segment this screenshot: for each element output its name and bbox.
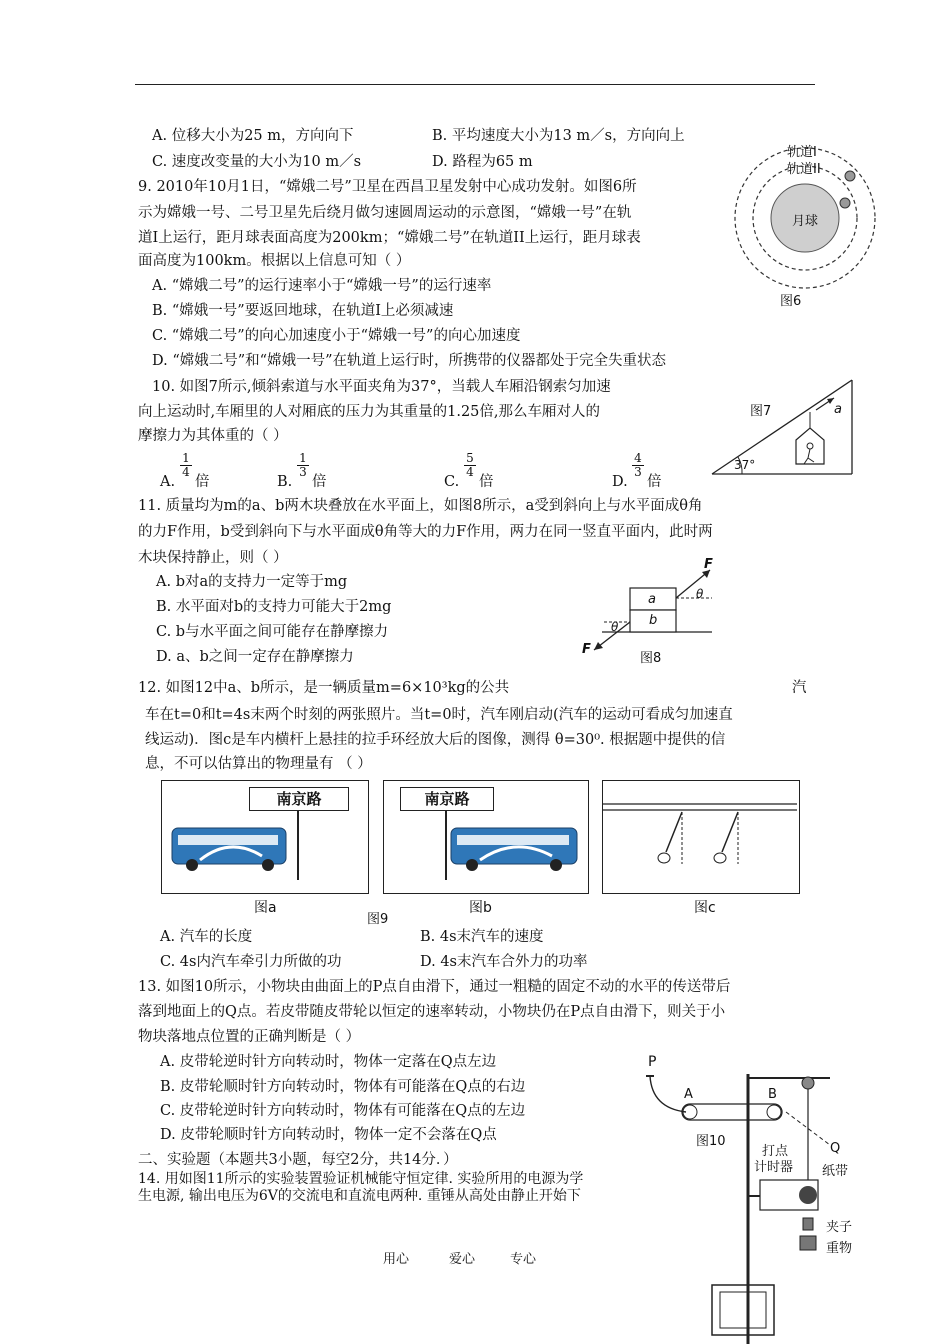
q9-line2: 示为嫦娥一号、二号卫星先后绕月做匀速圆周运动的示意图，“嫦娥一号”在轨	[138, 205, 632, 221]
q10-option-d-suffix: 倍	[647, 474, 662, 490]
q9-option-d: D. “嫦娥二号”和“嫦娥一号”在轨道上运行时，所携带的仪器都处于完全失重状态	[152, 353, 666, 369]
footer-word-2: 爱心	[449, 1252, 476, 1267]
section2-heading: 二、实验题（本题共3小题，每空2分，共14分．）	[138, 1152, 458, 1168]
q10-a-denominator: 4	[182, 465, 190, 479]
q13-option-c: C. 皮带轮逆时针方向转动时，物体有可能落在Q点的左边	[160, 1103, 526, 1119]
fig11-weight	[800, 1236, 816, 1250]
fig10-curve	[650, 1076, 686, 1112]
fig8-label-a: a	[648, 592, 656, 607]
q8-option-d: D. 路程为65 m	[432, 154, 533, 170]
fig11-timer-label-2: 计时器	[754, 1160, 794, 1175]
fig9-caption-a: 图a	[254, 900, 277, 916]
q12-option-b: B. 4s末汽车的速度	[420, 929, 544, 945]
q10-c-denominator: 4	[466, 465, 474, 479]
fig8-f-bottom: F	[582, 642, 591, 657]
q12-line2: 车在t=0和t=4s末两个时刻的两张照片。当t=0时，汽车刚启动(汽车的运动可看成匀加速直	[145, 707, 733, 723]
fig10-label-a: A	[684, 1087, 693, 1102]
fig11-weight-label: 重物	[826, 1241, 853, 1256]
q10-option-a-prefix: A.	[160, 474, 176, 490]
q13-option-d: D. 皮带轮顺时针方向转动时，物体一定不会落在Q点	[160, 1127, 497, 1143]
q12-line1: 12. 如图12中a、b所示，是一辆质量m=6×10³kg的公共	[138, 680, 510, 696]
q11-option-b: B. 水平面对b的支持力可能大于2mg	[156, 599, 392, 615]
q8-option-b: B. 平均速度大小为13 m／s，方向向上	[432, 128, 685, 144]
q12-line3: 线运动)．图c是车内横杆上悬挂的拉手环经放大后的图像，测得 θ=30⁰. 根据题中提供的信	[145, 732, 726, 748]
q10-option-c-suffix: 倍	[479, 474, 494, 490]
q12-line4: 息，不可以估算出的物理量有 （ ）	[145, 756, 372, 772]
q9-line4: 面高度为100km。根据以上信息可知（ ）	[138, 253, 411, 269]
fig7-accel-label: a	[834, 402, 842, 417]
fig6-caption: 图6	[780, 294, 802, 309]
fig6-moon-label: 月球	[792, 214, 819, 229]
footer-word-1: 用心	[383, 1252, 410, 1267]
fig11-clamp	[802, 1077, 814, 1089]
fig9-caption-b: 图b	[469, 900, 492, 916]
fig8-theta-top: θ	[696, 587, 704, 601]
fig11-tape-label: 纸带	[822, 1164, 849, 1179]
q9-option-b: B. “嫦娥一号”要返回地球，在轨道I上必须减速	[152, 303, 454, 319]
q10-a-numerator: 1	[180, 452, 192, 466]
q11-line3: 木块保持静止，则（ ）	[138, 550, 288, 566]
fig7-caption: 图7	[750, 404, 772, 419]
q8-option-c: C. 速度改变量的大小为10 m／s	[152, 154, 362, 170]
q10-option-b-suffix: 倍	[312, 474, 327, 490]
fig8-f-top: F	[704, 557, 713, 572]
q12-option-c: C. 4s内汽车牵引力所做的功	[160, 954, 342, 970]
fig11-clip	[803, 1218, 813, 1230]
fig11-clip-label: 夹子	[826, 1220, 853, 1235]
q13-option-b: B. 皮带轮顺时针方向转动时，物体有可能落在Q点的右边	[160, 1079, 526, 1095]
fig11-timer-coil	[799, 1186, 817, 1204]
fig6-orbit1-label: 轨道I	[787, 145, 817, 160]
q10-line1: 10. 如图7所示,倾斜索道与水平面夹角为37°，当载人车厢沿钢索匀加速	[152, 379, 611, 395]
q11-option-a: A. b对a的支持力一定等于mg	[156, 574, 348, 590]
q14-line1: 14. 用如图11所示的实验装置验证机械能守恒定律. 实验所用的电源为学	[138, 1171, 584, 1187]
q9-line1: 9. 2010年10月1日，“嫦娥二号”卫星在西昌卫星发射中心成功发射。如图6所	[138, 179, 637, 195]
q9-line3: 道I上运行，距月球表面高度为200km；“嫦娥二号”在轨道II上运行，距月球表	[138, 230, 641, 246]
q10-b-denominator: 3	[299, 465, 307, 479]
fig6-orbit2-label: 轨道II	[787, 162, 821, 177]
q8-option-a: A. 位移大小为25 m，方向向下	[152, 128, 354, 144]
q10-line2: 向上运动时,车厢里的人对厢底的压力为其重量的1.25倍,那么车厢对人的	[138, 404, 601, 420]
q9-option-a: A. “嫦娥二号”的运行速率小于“嫦娥一号”的运行速率	[152, 278, 492, 294]
q13-line2: 落到地面上的Q点。若皮带随皮带轮以恒定的速率转动，小物块仍在P点自由滑下，则关于小	[138, 1004, 726, 1020]
fig10-caption: 图10	[696, 1134, 726, 1149]
fig7-angle-label: 37°	[734, 458, 756, 472]
q10-option-a-suffix: 倍	[195, 474, 210, 490]
q14-line2: 生电源, 输出电压为6V的交流电和直流电两种. 重锤从高处由静止开始下	[138, 1188, 581, 1204]
q12-option-d: D. 4s末汽车合外力的功率	[420, 954, 588, 970]
fig11-base	[720, 1292, 766, 1328]
fig10-label-p: P	[648, 1054, 657, 1070]
q11-option-d: D. a、b之间一定存在静摩擦力	[156, 649, 354, 665]
footer-word-3: 专心	[510, 1252, 537, 1267]
q11-line2: 的力F作用，b受到斜向下与水平面成θ角等大的力F作用，两力在同一竖直平面内，此时两	[138, 524, 713, 540]
fig8-label-b: b	[649, 613, 658, 628]
q13-option-a: A. 皮带轮逆时针方向转动时，物体一定落在Q点左边	[160, 1054, 497, 1070]
q10-b-numerator: 1	[297, 452, 309, 466]
fig10-label-q: Q	[830, 1141, 841, 1156]
fig9-sign-b: 南京路	[400, 787, 494, 811]
q12-option-a: A. 汽车的长度	[160, 929, 253, 945]
q10-option-b-prefix: B.	[277, 474, 293, 490]
q11-option-c: C. b与水平面之间可能存在静摩擦力	[156, 624, 389, 640]
q13-line1: 13. 如图10所示，小物块由曲面上的P点自由滑下，通过一粗糙的固定不动的水平的传送带后	[138, 979, 731, 995]
q13-line3: 物块落地点位置的正确判断是（ ）	[138, 1029, 361, 1045]
q10-d-numerator: 4	[632, 452, 644, 466]
q9-option-c: C. “嫦娥二号”的向心加速度小于“嫦娥一号”的向心加速度	[152, 328, 521, 344]
fig9-caption-c: 图c	[694, 900, 716, 916]
q12-line1-end: 汽	[792, 680, 807, 696]
q11-line1: 11. 质量均为m的a、b两木块叠放在水平面上，如图8所示，a受到斜向上与水平面成θ角	[138, 498, 703, 514]
fig9-caption-main: 图9	[367, 912, 389, 927]
fig11-timer-label-1: 打点	[762, 1144, 789, 1159]
fig9-sign-a: 南京路	[249, 787, 349, 811]
q10-line3: 摩擦力为其体重的（ ）	[138, 428, 288, 444]
fig8-theta-bottom: θ	[611, 620, 619, 634]
fig10-wheel-b	[767, 1105, 781, 1119]
fig8-caption: 图8	[640, 651, 662, 666]
q10-c-numerator: 5	[464, 452, 476, 466]
q10-option-c-prefix: C.	[444, 474, 460, 490]
q10-d-denominator: 3	[634, 465, 642, 479]
fig10-label-b: B	[768, 1087, 777, 1102]
q10-option-d-prefix: D.	[612, 474, 628, 490]
